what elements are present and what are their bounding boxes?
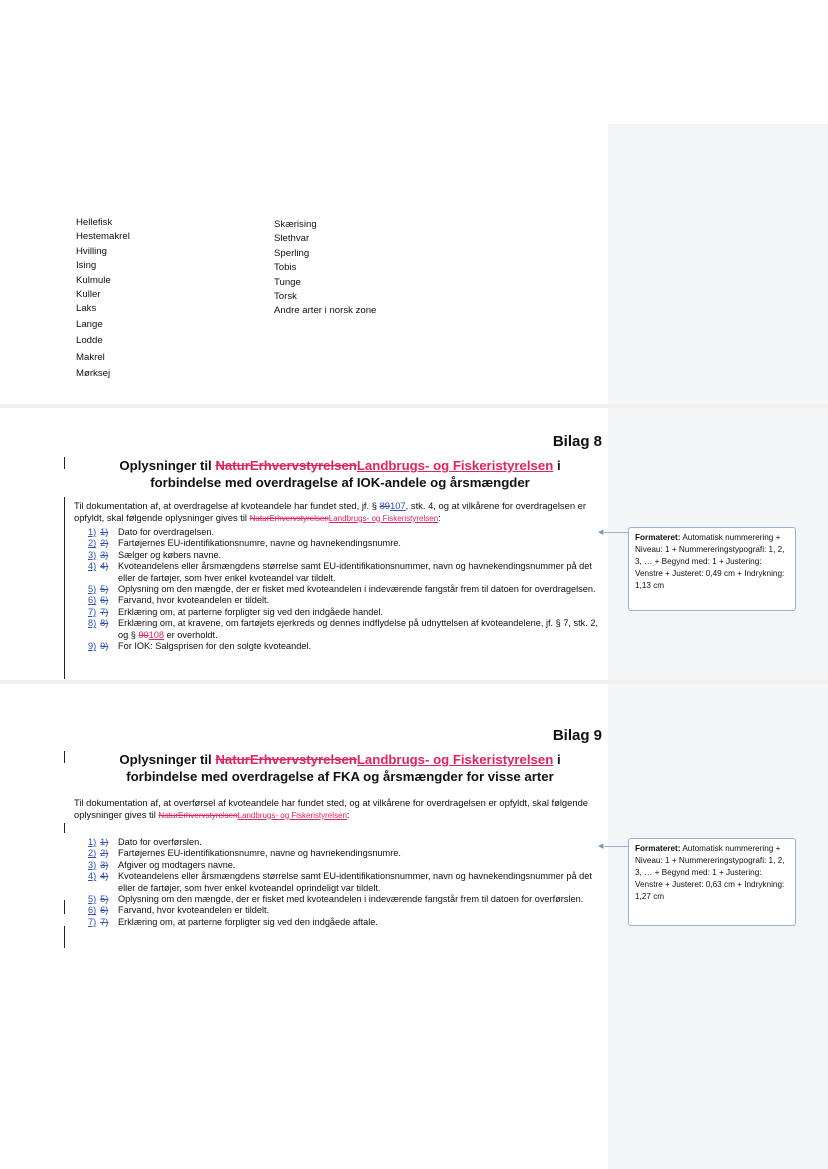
intro-text: Til dokumentation af, at overdragelse af kvoteandele har fundet sted, jf. § <box>74 500 380 511</box>
deleted-text: 90 <box>138 629 149 640</box>
bilag-9-intro <box>74 797 609 821</box>
species-item: Tobis <box>274 262 297 274</box>
item-text: Erklæring om, at parterne forpligter sig ved den indgåede aftale. <box>118 916 378 927</box>
list-item <box>88 641 608 652</box>
comment-text: Automatisk nummerering + Niveau: 1 + Nummereringstypografi: 1, 2, 3, … + Begynd med: 1 + Justering: Venstre + Justeret: 0,49 cm + Indrykning: 1,13 cm <box>635 533 785 590</box>
list-item <box>88 584 608 595</box>
item-number: 5) <box>88 584 97 595</box>
arrow-left-icon: ◀ <box>598 529 604 536</box>
item-text: Erklæring om, at parterne forpligter sig ved den indgåede handel. <box>118 606 384 617</box>
list-item <box>88 527 608 538</box>
item-text: Oplysning om den mængde, der er fisket med kvoteandelen i indeværende fangstår frem til datoen for overførslen. <box>118 894 584 905</box>
list-item <box>88 607 608 618</box>
list-item <box>88 871 608 894</box>
species-item: Mørksej <box>76 368 111 380</box>
list-item <box>88 538 608 549</box>
deleted-text: 89 <box>379 500 391 511</box>
species-item: Slethvar <box>274 233 310 245</box>
intro-text: , stk. 4, og at vilkårene for overdragelsen er opfyldt, skal følgende oplysninger gives til <box>74 500 586 523</box>
deleted-number: 1) <box>100 837 109 847</box>
item-text: Dato for overdragelsen. <box>118 527 215 537</box>
item-text: For IOK: Salgsprisen for den solgte kvoteandel. <box>118 641 312 652</box>
species-list-right <box>274 218 376 319</box>
deleted-number: 2) <box>100 538 109 549</box>
arrow-left-icon: ◀ <box>598 843 604 850</box>
deleted-text: NaturErhvervstyrelsen <box>158 810 238 820</box>
item-number: 3) <box>88 859 97 870</box>
inserted-text: Landbrugs- og Fiskeristyrelsen <box>356 752 554 767</box>
inserted-text: Landbrugs- og Fiskeristyrelsen <box>328 513 439 523</box>
deleted-number: 6) <box>100 905 109 916</box>
item-number: 7) <box>88 606 97 617</box>
item-text: Fartøjernes EU-identifikationsnumre, navne og havnekendingsnumre. <box>118 848 401 859</box>
deleted-number: 7) <box>100 606 109 617</box>
item-number: 8) <box>88 618 97 629</box>
bilag-9-label: Bilag 9 <box>552 727 602 744</box>
item-number: 3) <box>88 549 97 560</box>
bilag-8-intro <box>74 500 609 524</box>
list-item <box>88 917 608 928</box>
item-text: Dato for overførslen. <box>118 837 202 847</box>
inserted-text: 108 <box>148 629 165 640</box>
bilag-9-list <box>88 837 608 928</box>
item-number: 6) <box>88 905 97 916</box>
deleted-number: 9) <box>100 641 109 652</box>
deleted-number: 1) <box>100 527 109 537</box>
deleted-number: 5) <box>100 894 109 905</box>
item-number: 4) <box>88 561 97 572</box>
item-number: 6) <box>88 595 97 606</box>
item-text: Oplysning om den mængde, der er fisket med kvoteandelen i indeværende fangstår frem til datoen for overdragelsen. <box>118 584 596 595</box>
deleted-number: 3) <box>100 549 109 560</box>
intro-text: Til dokumentation af, at overførsel af kvoteandele har fundet sted, og at vilkårene for overdragelsen er opfyldt, skal følgende oplysninger gives til <box>74 797 588 820</box>
deleted-number: 3) <box>100 859 109 870</box>
item-number: 1) <box>88 837 97 847</box>
heading-text: Oplysninger til <box>119 458 216 473</box>
list-item <box>88 905 608 916</box>
deleted-number: 5) <box>100 584 109 595</box>
comment-label: Formateret: <box>635 844 681 853</box>
list-item <box>88 550 608 561</box>
inserted-text: Landbrugs- og Fiskeristyrelsen <box>356 458 554 473</box>
species-item: Kuller <box>76 289 101 301</box>
change-bar <box>64 457 65 469</box>
species-item: Lodde <box>76 335 103 347</box>
item-text: Farvand, hvor kvoteandelen er tildelt. <box>118 595 270 606</box>
species-item: Tunge <box>274 276 301 288</box>
format-comment[interactable] <box>628 527 796 611</box>
species-item: Makrel <box>76 351 105 363</box>
bilag-8-heading <box>80 457 600 491</box>
deleted-text: NaturErhvervstyrelsen <box>215 458 357 473</box>
bilag-8-label: Bilag 8 <box>552 433 602 450</box>
item-text: Erklæring om, at kravene, om fartøjets ejerkreds og dennes indflydelse på udnyttelsen af kvoteandelene, jf. § 7, stk. 2, og § <box>118 618 599 640</box>
species-item: Hellefisk <box>76 217 113 228</box>
list-item <box>88 837 608 848</box>
list-item <box>88 894 608 905</box>
heading-text: forbindelse med overdragelse af IOK-andele og årsmængder <box>150 475 530 490</box>
change-bar <box>64 926 65 948</box>
item-number: 4) <box>88 871 97 882</box>
item-text: Kvoteandelens eller årsmængdens størrelse samt EU-identifikationsnummer, navn og havnekendingsnummer på det eller de fartøjer, som hver enkel kvoteandel var tildelt. <box>118 561 592 583</box>
list-item <box>88 848 608 859</box>
deleted-number: 4) <box>100 871 109 882</box>
inserted-text: Landbrugs- og Fiskeristyrelsen <box>237 810 347 820</box>
change-bar <box>64 823 65 833</box>
format-comment[interactable] <box>628 838 796 926</box>
list-item <box>88 561 608 584</box>
item-text: Sælger og købers navne. <box>118 549 222 560</box>
bilag-8-list <box>88 527 608 652</box>
comment-connector <box>604 846 628 847</box>
change-bar <box>64 751 65 763</box>
heading-text: i <box>553 752 561 767</box>
change-bar <box>64 497 65 679</box>
item-number: 5) <box>88 894 97 905</box>
intro-text: : <box>438 511 441 523</box>
page-separator <box>0 680 828 684</box>
item-number: 2) <box>88 848 97 859</box>
heading-text: Oplysninger til <box>119 752 216 767</box>
comment-connector <box>604 532 628 533</box>
list-item <box>88 595 608 606</box>
species-item: Ising <box>76 260 97 272</box>
intro-text: : <box>346 808 350 820</box>
deleted-number: 8) <box>100 618 109 629</box>
item-text: Kvoteandelens eller årsmængdens størrelse samt EU-identifikationsnummer, navn og havnekendingsnummer på det eller de fartøjer, som hver enkel kvoteandel oprindeligt var tildelt. <box>118 871 592 893</box>
deleted-text: NaturErhvervstyrelsen <box>215 752 357 767</box>
bilag-9-heading <box>80 751 600 785</box>
species-list-left <box>76 216 130 381</box>
heading-text: forbindelse med overdragelse af FKA og årsmængder for visse arter <box>126 769 554 784</box>
deleted-number: 6) <box>100 595 109 606</box>
species-item: Hvilling <box>76 245 107 257</box>
comment-text: Automatisk nummerering + Niveau: 1 + Nummereringstypografi: 1, 2, 3, … + Begynd med: 1 + Justering: Venstre + Justeret: 0,63 cm + Indrykning: 1,27 cm <box>635 844 785 901</box>
comment-label: Formateret: <box>635 533 681 542</box>
species-item: Lange <box>76 318 103 330</box>
change-bar <box>64 900 65 914</box>
item-text: Afgiver og modtagers navne. <box>118 859 236 870</box>
item-text: Fartøjernes EU-identifikationsnumre, navne og havnekendingsnumre. <box>118 538 401 549</box>
deleted-number: 7) <box>100 916 109 927</box>
deleted-text: NaturErhvervstyrelsen <box>249 513 329 523</box>
species-item: Sperling <box>274 247 310 259</box>
item-number: 9) <box>88 641 97 652</box>
item-text: Farvand, hvor kvoteandelen er tildelt. <box>118 905 270 916</box>
deleted-number: 2) <box>100 848 109 859</box>
item-number: 7) <box>88 916 97 927</box>
species-item: Andre arter i norsk zone <box>274 305 377 317</box>
item-number: 1) <box>88 527 97 537</box>
species-item: Laks <box>76 303 97 315</box>
heading-text: i <box>553 458 561 473</box>
deleted-number: 4) <box>100 561 109 572</box>
page-separator <box>0 404 828 408</box>
species-item: Hestemakrel <box>76 231 130 243</box>
list-item <box>88 860 608 871</box>
species-item: Skærising <box>274 219 317 230</box>
species-item: Kulmule <box>76 274 111 286</box>
markup-margin-pane <box>608 124 828 1169</box>
species-item: Torsk <box>274 291 297 303</box>
list-item <box>88 618 608 641</box>
inserted-text: 107 <box>390 500 406 511</box>
item-number: 2) <box>88 538 97 549</box>
item-text: er overholdt. <box>164 629 218 640</box>
